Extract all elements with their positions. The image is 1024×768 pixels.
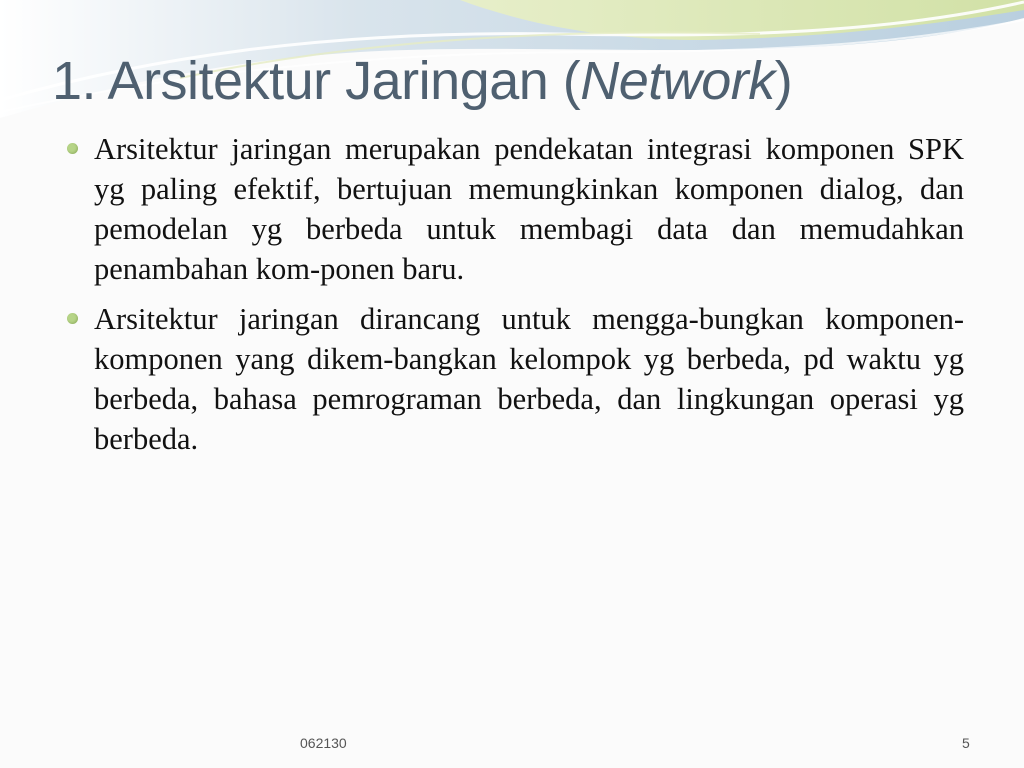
footer-code: 062130 (300, 735, 347, 751)
bullet-dot-icon (67, 143, 78, 154)
bullet-dot-icon (67, 313, 78, 324)
slide-content (64, 129, 964, 469)
slide-title-emphasis: Network (580, 51, 775, 111)
bullet-text: Arsitektur jaringan merupakan pendekatan integrasi komponen SPK yg paling efektif, bertujuan memungkinkan komponen dialog, dan pemodelan yg berbeda untuk membagi data dan memudahkan penambahan kom-ponen baru. (94, 132, 964, 286)
slide-number: 5 (962, 735, 970, 751)
bullet-text: Arsitektur jaringan dirancang untuk mengga-bungkan komponen-komponen yang dikem-bangkan kelompok yg berbeda, pd waktu yg berbeda, bahasa pemrograman berbeda, dan lingkungan operasi yg berbeda. (94, 302, 964, 456)
bullet-item (64, 129, 964, 289)
slide-title (52, 52, 792, 111)
slide-title-close: ) (774, 51, 793, 111)
bullet-item (64, 299, 964, 459)
slide-title-main: 1. Arsitektur Jaringan ( (52, 51, 581, 111)
